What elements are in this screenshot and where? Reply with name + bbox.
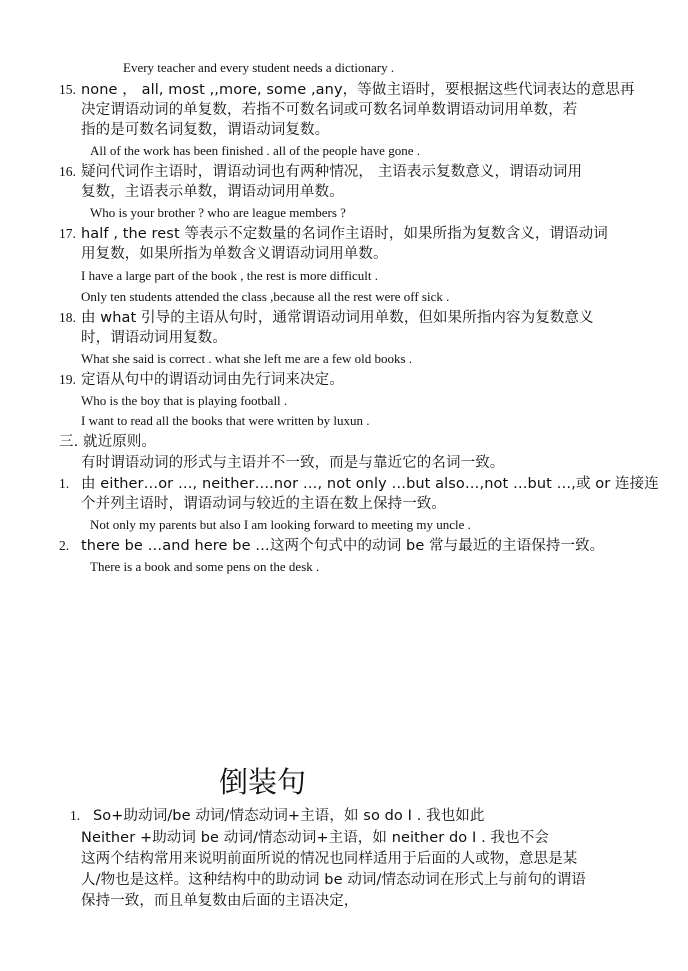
item-number: 19.: [59, 372, 76, 387]
example-sentence: I want to read all the books that were written by luxun .: [81, 413, 370, 428]
example-sentence: All of the work has been finished . all of the people have gone .: [90, 143, 420, 158]
rule-text: none ， all, most ,,more, some ,any，等做主语时，要根据这些代词表达的意思再: [81, 82, 635, 98]
item-number: 15.: [59, 82, 76, 97]
example-sentence: Who is your brother ? who are league members ?: [90, 205, 346, 220]
section-title: 倒装句: [219, 765, 307, 799]
rule-text: 这两个结构常用来说明前面所说的情况也同样适用于后面的人或物，意思是某: [81, 851, 578, 867]
rule-text: Neither +助动词 be 动词/情态动词+主语，如 neither do I . 我也不会: [81, 830, 549, 846]
example-sentence: Every teacher and every student needs a dictionary .: [123, 60, 395, 75]
example-sentence: What she said is correct . what she left me are a few old books .: [81, 351, 413, 366]
rule-text: So+助动词/be 动词/情态动词+主语，如 so do I . 我也如此: [93, 808, 485, 824]
rule-text: 由 either…or …, neither….nor …, not only …but also…,not …but …,或 or 连接连: [81, 476, 659, 492]
item-number: 1.: [70, 808, 81, 823]
rule-text: 定语从句中的谓语动词由先行词来决定。: [81, 372, 344, 388]
item-number: 17.: [59, 226, 76, 241]
item-number: 18.: [59, 310, 76, 325]
rule-text: 决定谓语动词的单复数，若指不可数名词或可数名词单数谓语动词用单数，若: [81, 102, 578, 118]
item-number: 16.: [59, 164, 76, 179]
example-sentence: There is a book and some pens on the desk .: [90, 559, 320, 574]
example-sentence: Who is the boy that is playing football .: [81, 393, 288, 408]
rule-text: 人/物也是这样。这种结构中的助动词 be 动词/情态动词在形式上与前句的谓语: [81, 872, 586, 888]
rule-text: 用复数，如果所指为单数含义谓语动词用单数。: [81, 246, 388, 262]
rule-text: 由 what 引导的主语从句时，通常谓语动词用单数，但如果所指内容为复数意义: [81, 310, 594, 326]
rule-text: 时，谓语动词用复数。: [81, 330, 227, 346]
section-heading: 三. 就近原则。: [59, 434, 157, 450]
example-sentence: Only ten students attended the class ,because all the rest were off sick .: [81, 289, 450, 304]
item-number: 2.: [59, 538, 70, 553]
rule-text: 指的是可数名词复数，谓语动词复数。: [81, 122, 330, 138]
rule-text: 有时谓语动词的形式与主语并不一致，而是与靠近它的名词一致。: [81, 455, 505, 471]
rule-text: 保持一致，而且单复数由后面的主语决定，: [81, 893, 359, 909]
example-sentence: Not only my parents but also I am looking forward to meeting my uncle .: [90, 517, 471, 532]
rule-text: 复数，主语表示单数，谓语动词用单数。: [81, 184, 344, 200]
item-number: 1.: [59, 476, 70, 491]
rule-text: 个并列主语时，谓语动词与较近的主语在数上保持一致。: [81, 496, 446, 512]
rule-text: there be …and here be …这两个句式中的动词 be 常与最近的主语保持一致。: [81, 538, 605, 554]
example-sentence: I have a large part of the book , the rest is more difficult .: [81, 268, 378, 283]
rule-text: 疑问代词作主语时，谓语动词也有两种情况， 主语表示复数意义，谓语动词用: [81, 164, 583, 180]
rule-text: half , the rest 等表示不定数量的名词作主语时，如果所指为复数含义，谓语动词: [81, 226, 608, 242]
